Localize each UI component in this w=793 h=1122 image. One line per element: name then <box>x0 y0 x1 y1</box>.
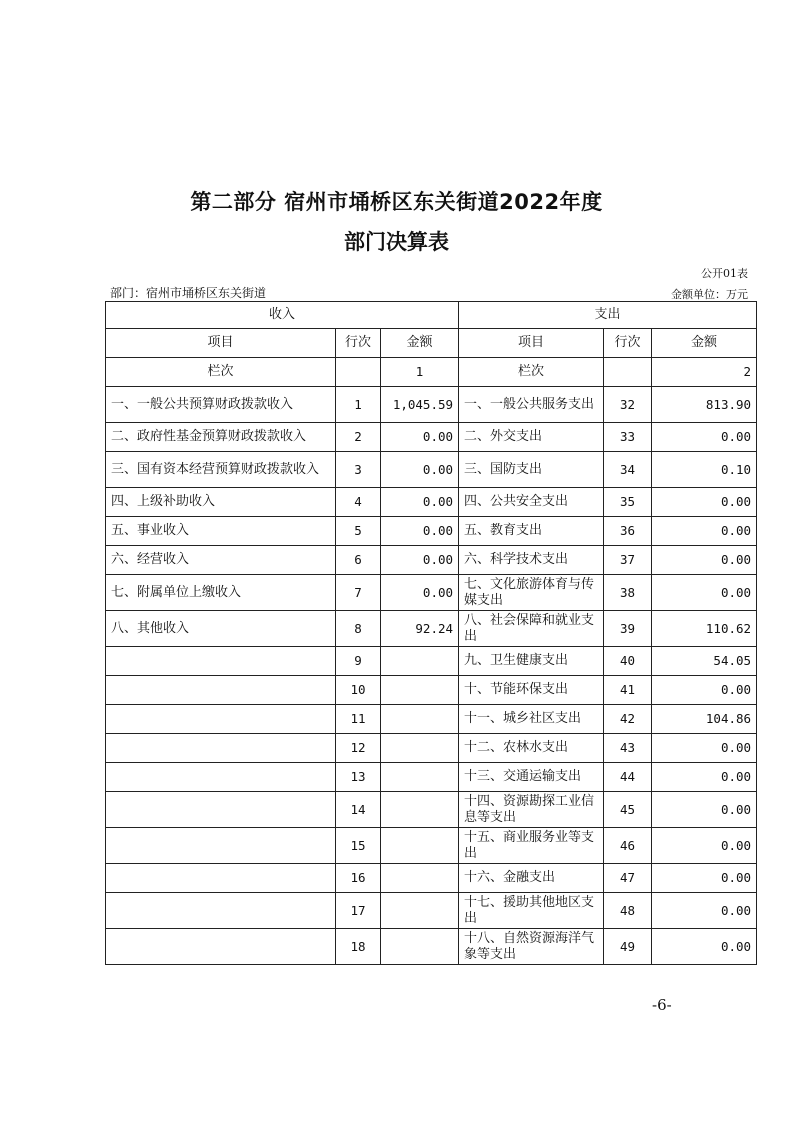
income-rowno-cell: 14 <box>336 792 381 828</box>
table-row <box>106 611 757 647</box>
income-amount-cell <box>381 763 459 792</box>
expense-item-cell: 十八、自然资源海洋气象等支出 <box>459 929 604 965</box>
expense-amount-header: 金额 <box>652 329 757 358</box>
expense-item-cell: 十二、农林水支出 <box>459 734 604 763</box>
table-row <box>106 864 757 893</box>
table-code: 公开01表 <box>701 267 748 280</box>
income-rowno-cell: 3 <box>336 452 381 488</box>
page-subtitle: 部门决算表 <box>344 230 449 254</box>
income-amount-cell <box>381 864 459 893</box>
income-amount-cell <box>381 828 459 864</box>
income-item-cell <box>106 676 336 705</box>
expense-item-cell: 十一、城乡社区支出 <box>459 705 604 734</box>
expense-rowno-cell: 47 <box>604 864 652 893</box>
income-amount-cell <box>381 929 459 965</box>
expense-item-cell: 十三、交通运输支出 <box>459 763 604 792</box>
income-item-cell: 八、其他收入 <box>106 611 336 647</box>
expense-amount-cell: 0.00 <box>652 763 757 792</box>
expense-amount-cell: 0.00 <box>652 546 757 575</box>
income-item-cell <box>106 647 336 676</box>
income-rowno-cell: 15 <box>336 828 381 864</box>
expense-rowno-cell: 36 <box>604 517 652 546</box>
income-item-cell: 六、经营收入 <box>106 546 336 575</box>
expense-item-cell: 九、卫生健康支出 <box>459 647 604 676</box>
income-rowno-cell: 9 <box>336 647 381 676</box>
table-row <box>106 423 757 452</box>
income-amount-cell: 0.00 <box>381 517 459 546</box>
expense-item-header: 项目 <box>459 329 604 358</box>
expense-rowno-cell: 33 <box>604 423 652 452</box>
expense-amount-cell: 0.00 <box>652 929 757 965</box>
expense-item-cell: 四、公共安全支出 <box>459 488 604 517</box>
income-rowno-cell: 16 <box>336 864 381 893</box>
table-row <box>106 792 757 828</box>
unit-label: 金额单位：万元 <box>671 288 748 301</box>
expense-rowno-cell: 34 <box>604 452 652 488</box>
expense-amount-cell: 0.00 <box>652 893 757 929</box>
income-amount-cell: 0.00 <box>381 423 459 452</box>
expense-item-cell: 二、外交支出 <box>459 423 604 452</box>
income-amount-header: 金额 <box>381 329 459 358</box>
expense-rowno-cell: 48 <box>604 893 652 929</box>
income-rowno-cell: 6 <box>336 546 381 575</box>
income-amount-cell <box>381 676 459 705</box>
expense-rowno-cell: 45 <box>604 792 652 828</box>
expense-rowno-cell: 44 <box>604 763 652 792</box>
table-row <box>106 676 757 705</box>
income-rowno-cell: 8 <box>336 611 381 647</box>
income-header: 收入 <box>106 302 459 329</box>
table-row <box>106 387 757 423</box>
income-item-cell <box>106 792 336 828</box>
expense-item-cell: 三、国防支出 <box>459 452 604 488</box>
expense-amount-cell: 0.00 <box>652 517 757 546</box>
department-label: 部门：宿州市埇桥区东关街道 <box>110 286 267 300</box>
expense-amount-cell: 813.90 <box>652 387 757 423</box>
expense-amount-cell: 104.86 <box>652 705 757 734</box>
expense-amount-cell: 0.00 <box>652 734 757 763</box>
expense-item-cell: 十四、资源勘探工业信息等支出 <box>459 792 604 828</box>
income-rowno-cell: 7 <box>336 575 381 611</box>
table-row <box>106 647 757 676</box>
income-rowno-cell: 18 <box>336 929 381 965</box>
income-rowno-cell: 1 <box>336 387 381 423</box>
table-row <box>106 517 757 546</box>
income-amount-cell: 0.00 <box>381 546 459 575</box>
expense-rowno-cell: 38 <box>604 575 652 611</box>
expense-amount-cell: 0.00 <box>652 575 757 611</box>
income-column-label: 栏次 <box>106 358 336 387</box>
income-amount-cell: 0.00 <box>381 452 459 488</box>
expense-rowno-cell: 49 <box>604 929 652 965</box>
expense-item-cell: 六、科学技术支出 <box>459 546 604 575</box>
table-row <box>106 893 757 929</box>
income-amount-cell <box>381 647 459 676</box>
expense-rowno-header: 行次 <box>604 329 652 358</box>
income-rowno-cell: 13 <box>336 763 381 792</box>
column-index-row <box>106 358 757 387</box>
empty-cell <box>604 358 652 387</box>
table-row <box>106 546 757 575</box>
expense-amount-cell: 0.00 <box>652 676 757 705</box>
income-item-cell: 二、政府性基金预算财政拨款收入 <box>106 423 336 452</box>
income-item-cell: 三、国有资本经营预算财政拨款收入 <box>106 452 336 488</box>
table-row <box>106 763 757 792</box>
expense-column-label: 栏次 <box>459 358 604 387</box>
income-item-cell: 一、一般公共预算财政拨款收入 <box>106 387 336 423</box>
expense-amount-cell: 0.00 <box>652 828 757 864</box>
expense-rowno-cell: 37 <box>604 546 652 575</box>
empty-cell <box>336 358 381 387</box>
income-rowno-cell: 11 <box>336 705 381 734</box>
expense-amount-cell: 54.05 <box>652 647 757 676</box>
expense-amount-cell: 0.00 <box>652 423 757 452</box>
expense-amount-cell: 0.00 <box>652 488 757 517</box>
income-item-cell: 七、附属单位上缴收入 <box>106 575 336 611</box>
income-item-cell <box>106 734 336 763</box>
column-index-1: 1 <box>381 358 459 387</box>
expense-header: 支出 <box>459 302 757 329</box>
income-item-cell <box>106 893 336 929</box>
income-amount-cell <box>381 893 459 929</box>
expense-amount-cell: 0.00 <box>652 792 757 828</box>
expense-rowno-cell: 41 <box>604 676 652 705</box>
expense-amount-cell: 0.00 <box>652 864 757 893</box>
page-title: 第二部分 宿州市埇桥区东关街道2022年度 <box>190 190 603 214</box>
table-header-row <box>106 302 757 329</box>
expense-item-cell: 十五、商业服务业等支出 <box>459 828 604 864</box>
income-item-cell: 五、事业收入 <box>106 517 336 546</box>
column-index-2: 2 <box>652 358 757 387</box>
income-item-cell <box>106 929 336 965</box>
expense-rowno-cell: 42 <box>604 705 652 734</box>
income-rowno-cell: 12 <box>336 734 381 763</box>
expense-item-cell: 七、文化旅游体育与传媒支出 <box>459 575 604 611</box>
income-item-cell <box>106 864 336 893</box>
expense-amount-cell: 0.10 <box>652 452 757 488</box>
budget-table <box>105 301 757 965</box>
income-item-cell <box>106 705 336 734</box>
income-item-cell <box>106 763 336 792</box>
table-row <box>106 452 757 488</box>
table-row <box>106 705 757 734</box>
table-row <box>106 488 757 517</box>
page-number: -6- <box>652 996 672 1014</box>
expense-item-cell: 十、节能环保支出 <box>459 676 604 705</box>
income-rowno-cell: 2 <box>336 423 381 452</box>
expense-rowno-cell: 40 <box>604 647 652 676</box>
table-row <box>106 929 757 965</box>
table-row <box>106 734 757 763</box>
income-amount-cell <box>381 734 459 763</box>
income-amount-cell: 1,045.59 <box>381 387 459 423</box>
table-row <box>106 828 757 864</box>
expense-item-cell: 五、教育支出 <box>459 517 604 546</box>
expense-rowno-cell: 32 <box>604 387 652 423</box>
income-rowno-cell: 4 <box>336 488 381 517</box>
expense-item-cell: 十七、援助其他地区支出 <box>459 893 604 929</box>
income-amount-cell: 0.00 <box>381 575 459 611</box>
expense-item-cell: 十六、金融支出 <box>459 864 604 893</box>
income-amount-cell: 0.00 <box>381 488 459 517</box>
income-rowno-cell: 10 <box>336 676 381 705</box>
expense-rowno-cell: 39 <box>604 611 652 647</box>
expense-item-cell: 一、一般公共服务支出 <box>459 387 604 423</box>
income-rowno-cell: 5 <box>336 517 381 546</box>
income-amount-cell: 92.24 <box>381 611 459 647</box>
expense-amount-cell: 110.62 <box>652 611 757 647</box>
table-column-header-row <box>106 329 757 358</box>
expense-rowno-cell: 35 <box>604 488 652 517</box>
table-row <box>106 575 757 611</box>
expense-rowno-cell: 43 <box>604 734 652 763</box>
expense-item-cell: 八、社会保障和就业支出 <box>459 611 604 647</box>
income-item-cell <box>106 828 336 864</box>
income-item-header: 项目 <box>106 329 336 358</box>
income-item-cell: 四、上级补助收入 <box>106 488 336 517</box>
income-amount-cell <box>381 705 459 734</box>
income-rowno-cell: 17 <box>336 893 381 929</box>
income-amount-cell <box>381 792 459 828</box>
expense-rowno-cell: 46 <box>604 828 652 864</box>
income-rowno-header: 行次 <box>336 329 381 358</box>
